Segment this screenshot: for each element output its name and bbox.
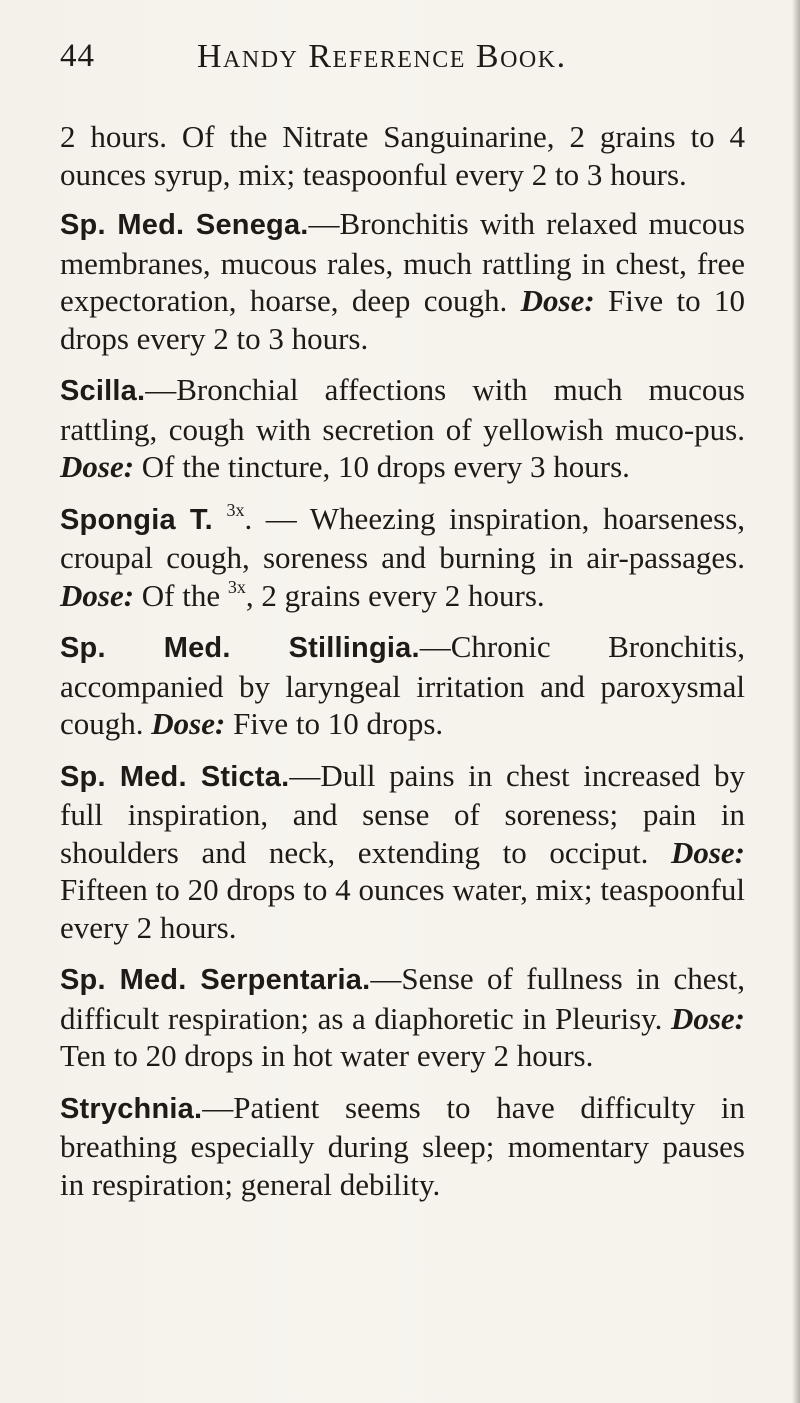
page-edge-shadow — [792, 0, 800, 1403]
dose-label: Dose: — [60, 449, 135, 484]
dose-label: Dose: — [151, 706, 226, 741]
entry-sticta — [60, 757, 745, 947]
remedy-name: Sp. Med. Senega. — [60, 209, 309, 241]
dose-prefix: Of the — [141, 577, 221, 613]
remedy-description: —Bronchial affections with much mucous rattling, cough with secretion of yellowish muco-pus. — [60, 372, 745, 447]
paragraph-continuation — [60, 118, 745, 193]
dose-text: Five to 10 drops every 2 to 3 hours. — [60, 283, 746, 356]
remedy-description: . — Wheezing inspiration, hoarseness, croupal cough, soreness and burning in air-passages. — [60, 500, 746, 575]
remedy-name: Sp. Med. Serpentaria. — [60, 964, 371, 996]
entry-stillingia — [60, 628, 745, 743]
remedy-description: —Dull pains in chest increased by full inspiration, and sense of soreness; pain in shoulders and neck, extending to occiput. — [60, 757, 745, 870]
dose-text: Ten to 20 drops in hot water every 2 hours. — [60, 1038, 594, 1073]
dose-text: Of the tincture, 10 drops every 3 hours. — [141, 449, 630, 484]
remedy-description: —Bronchitis with relaxed mucous membranes, mucous rales, much rattling in chest, free expectoration, hoarse, deep cough. — [60, 206, 745, 318]
dose-label: Dose: — [60, 577, 135, 613]
remedy-name: Strychnia. — [60, 1092, 203, 1125]
entry-strychnia — [60, 1089, 745, 1204]
running-head: Handy Reference Book. — [197, 38, 567, 75]
dose-text: Fifteen to 20 drops to 4 ounces water, mix; teaspoonful every 2 hours. — [60, 872, 745, 945]
potency-superscript: 3x — [226, 499, 245, 520]
remedy-name: Sp. Med. Sticta. — [60, 760, 290, 793]
dose-label: Dose: — [520, 283, 595, 318]
entry-spongia — [60, 500, 745, 615]
body-text — [60, 118, 745, 1217]
page-number: 44 — [60, 38, 95, 74]
remedy-description: —Patient seems to have difficulty in breathing especially during sleep; momentary pauses in respiration; general debility. — [60, 1089, 745, 1202]
dose-text: , 2 grains every 2 hours. — [245, 577, 545, 613]
remedy-name: Sp. Med. Stillingia. — [60, 632, 420, 664]
remedy-name: Spongia T. — [60, 503, 213, 536]
entry-senega — [60, 205, 745, 357]
dose-text: Five to 10 drops. — [233, 706, 444, 741]
remedy-description: —Sense of fullness in chest, difficult respiration; as a diaphoretic in Pleurisy. — [60, 961, 745, 1036]
entry-scilla — [60, 371, 745, 486]
paragraph-text: 2 hours. Of the Nitrate Sanguinarine, 2 grains to 4 ounces syrup, mix; teaspoonful every 2 to 3 hours. — [60, 119, 745, 192]
entry-serpentaria — [60, 960, 745, 1075]
dose-label: Dose: — [670, 1000, 746, 1036]
dose-potency-superscript: 3x — [227, 576, 246, 597]
page-header — [60, 38, 760, 78]
remedy-description: —Chronic Bronchitis, accompanied by laryngeal irritation and paroxysmal cough. — [60, 629, 745, 741]
dose-label: Dose: — [670, 834, 745, 870]
remedy-name: Scilla. — [60, 375, 146, 407]
